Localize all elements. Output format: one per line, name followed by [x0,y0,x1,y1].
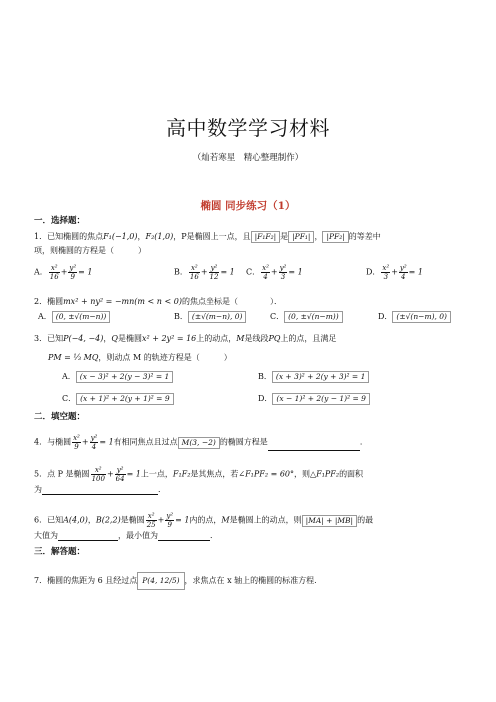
q2-option-c: C． (0, ±√(n−m)) [270,311,343,323]
q6-line2: 大值为 ，最小值为 ． [34,531,218,540]
q4-line: 4．与椭圆 $\frac{\text{x²}}{9}$ + $\frac{\text{y²}}{4}$ = 1有相同焦点且过点 M(3, −2) 的椭圆方程是 ． [34,434,368,451]
q1-line1: 1．已知椭圆的焦点F₁(−1,0)，F₂(1,0)，P是椭圆上一点，且 |F₁F₂| 是 |PF₁| ， |PF₂| 的等差中 [34,232,381,241]
part1-heading: 一．选择题： [34,216,86,226]
q1-abs1: |F₁F₂| [251,231,280,243]
q2-option-b: B． (±√(m−n), 0) [174,311,246,323]
q6-line1: 6．已知A(4,0)，B(2,2)是椭圆 $\frac{\text{x²}}{25}$ + $\frac{\text{y²}}{9}$ = 1内的点，M是椭圆上的动点，则 |MA| + |MB| 的最 [34,512,374,529]
q2-option-d: D． (±√(n−m), 0) [378,311,451,323]
q3-line2: PM = ⅓ MQ，则动点 M 的轨迹方程是（ ） [48,353,232,362]
q1-option-b: B． $\frac{\text{x²}}{16}$ + $\frac{\text{y²}}{12}$ = 1 [174,264,235,281]
q2-option-a: A． (0, ±√(m−n)) [38,311,110,323]
q3-condition: PM = ⅓ MQ [48,353,99,362]
q1-line2: 项，则椭圆的方程是（ ） [34,246,146,255]
q5-answer-blank[interactable] [42,485,158,495]
part2-heading: 二．填空题： [34,412,86,422]
q1-focus1: F₁(−1,0) [103,232,138,241]
q5-line2: 为 ． [34,485,166,494]
q2-line1: 2．椭圆mx² + ny² = −mn(m < n < 0)的焦点坐标是（ ）． [34,297,282,306]
q6-min-blank[interactable] [158,531,210,541]
part3-heading: 三．解答题： [34,547,86,557]
q3-option-c: C． (x + 1)² + 2(y + 1)² = 9 [62,393,174,405]
q3-option-a: A． (x − 3)² + 2(y − 3)² = 1 [62,371,173,383]
q3-option-b: B． (x + 3)² + 2(y + 3)² = 1 [258,371,369,383]
q1-option-a: A． $\frac{\text{x²}}{16}$ + $\frac{\text{y²}}{9}$ = 1 [34,264,93,281]
q7-line: 7．椭圆的焦距为 6 且经过点 P(4, 12/5) ，求焦点在 x 轴上的椭圆的标准方程. [34,572,317,590]
q1-abs3: |PF₂| [322,231,348,243]
q1-option-d: D． $\frac{\text{x²}}{3}$ + $\frac{\text{y²}}{4}$ = 1 [366,264,423,281]
page-title: 高中数学学习材料 [166,116,330,140]
q1-abs2: |PF₁| [288,231,314,243]
q1-option-c: C． $\frac{\text{x²}}{4}$ + $\frac{\text{y²}}{3}$ = 1 [246,264,303,281]
q3-line1: 3．已知P(−4, −4)，Q是椭圆x² + 2y² = 16上的动点，M是线段PQ上的点，且满足 [34,334,337,343]
q1-focus2: F₂(1,0) [145,232,174,241]
section-title: 椭圆 同步练习（1） [200,200,296,212]
q5-line1: 5．点 P 是椭圆 $\frac{\text{x²}}{100}$ + $\frac{\text{y²}}{64}$ = 1上一点，F₁F₂是其焦点，若∠F₁PF₂ = 60°，则△F₁PF₂的面积 [34,466,364,483]
q2-equation: mx² + ny² = −mn(m < n < 0) [63,297,182,306]
q3-option-d: D． (x − 1)² + 2(y − 1)² = 9 [258,393,370,405]
q4-answer-blank[interactable] [268,441,360,451]
q6-max-blank[interactable] [58,531,118,541]
page-subtitle: （灿若寒星 精心整理制作） [192,153,304,163]
